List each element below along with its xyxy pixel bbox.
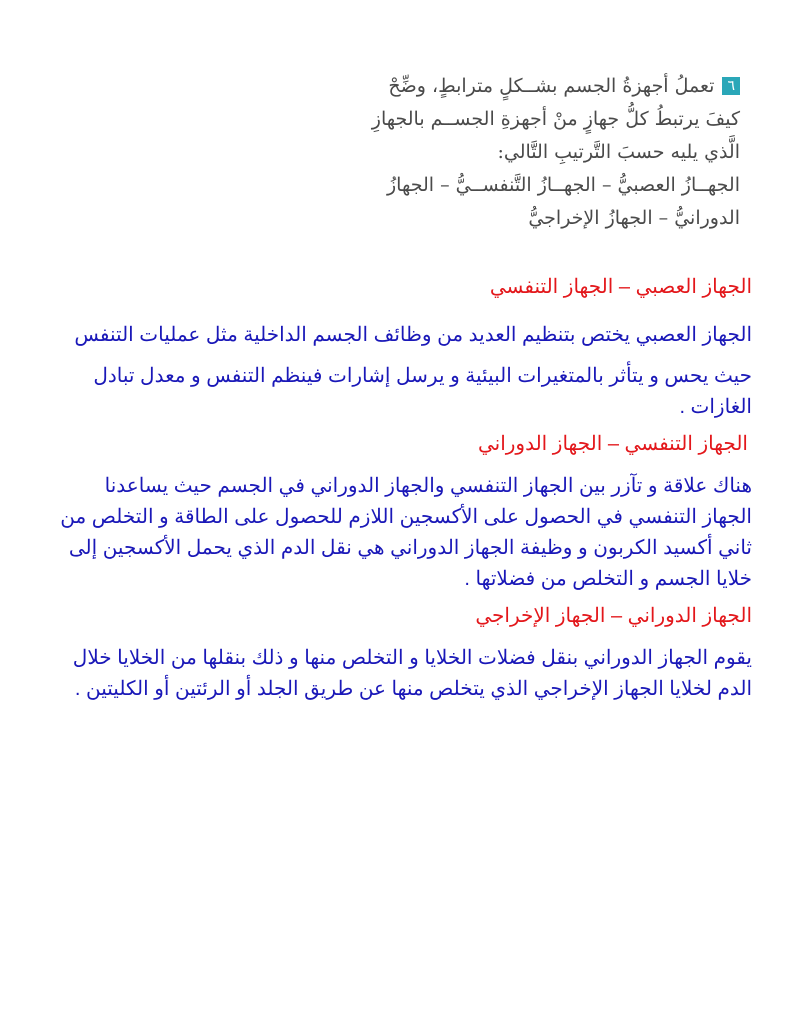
- paragraph: [52, 361, 752, 423]
- paragraph-line: يقوم الجهاز الدوراني بنقل فضلات الخلايا و التخلص منها و ذلك بنقلها من الخلايا خلال: [72, 647, 752, 669]
- question-line: الدورانيُّ – الجهازُ الإخراجيُّ: [528, 207, 740, 229]
- question-number-badge: ٦: [722, 77, 740, 95]
- section-heading-respiratory-circulatory: الجهاز التنفسي – الجهاز الدوراني: [477, 433, 748, 455]
- question-line: كيفَ يرتبطُ كلُّ جهازٍ منْ أجهزةِ الجســم بالجهازِ: [371, 108, 740, 130]
- paragraph-line: هناك علاقة و تآزر بين الجهاز التنفسي والجهاز الدوراني في الجسم حيث يساعدنا: [104, 475, 752, 497]
- paragraph-line: الدم لخلايا الجهاز الإخراجي الذي يتخلص منها عن طريق الجلد أو الرئتين أو الكليتين .: [74, 678, 752, 700]
- paragraph: [52, 643, 752, 705]
- paragraph-line: ثاني أكسيد الكربون و وظيفة الجهاز الدوراني هي نقل الدم الذي يحمل الأكسجين إلى: [68, 537, 752, 559]
- paragraph: [52, 471, 752, 595]
- paragraph-line: خلايا الجسم و التخلص من فضلاتها .: [464, 568, 752, 590]
- paragraph: [52, 320, 752, 351]
- question-line: الَّذي يليه حسبَ التَّرتيبِ التَّالي:: [497, 141, 740, 163]
- section-heading-nervous-respiratory: الجهاز العصبي – الجهاز التنفسي: [489, 276, 752, 298]
- paragraph-line: الغازات .: [679, 396, 752, 418]
- paragraph-line: الجهاز التنفسي في الحصول على الأكسجين اللازم للحصول على الطاقة و التخلص من: [60, 506, 752, 528]
- question-line: الجهــازُ العصبيُّ – الجهــازُ التَّنفســيُّ – الجهازُ: [386, 174, 740, 196]
- question-text: تعملُ أجهزةُ الجسم بشــكلٍ مترابطٍ، وضِّحْ: [388, 75, 715, 97]
- paragraph-line: حيث يحس و يتأثر بالمتغيرات البيئية و يرسل إشارات فينظم التنفس و معدل تبادل: [93, 365, 752, 387]
- question-line: [360, 70, 740, 103]
- section-heading-circulatory-excretory: الجهاز الدوراني – الجهاز الإخراجي: [475, 605, 752, 627]
- paragraph-line: الجهاز العصبي يختص بتنظيم العديد من وظائف الجسم الداخلية مثل عمليات التنفس: [74, 324, 752, 346]
- textbook-question: [360, 70, 740, 235]
- answer-body: [52, 272, 752, 705]
